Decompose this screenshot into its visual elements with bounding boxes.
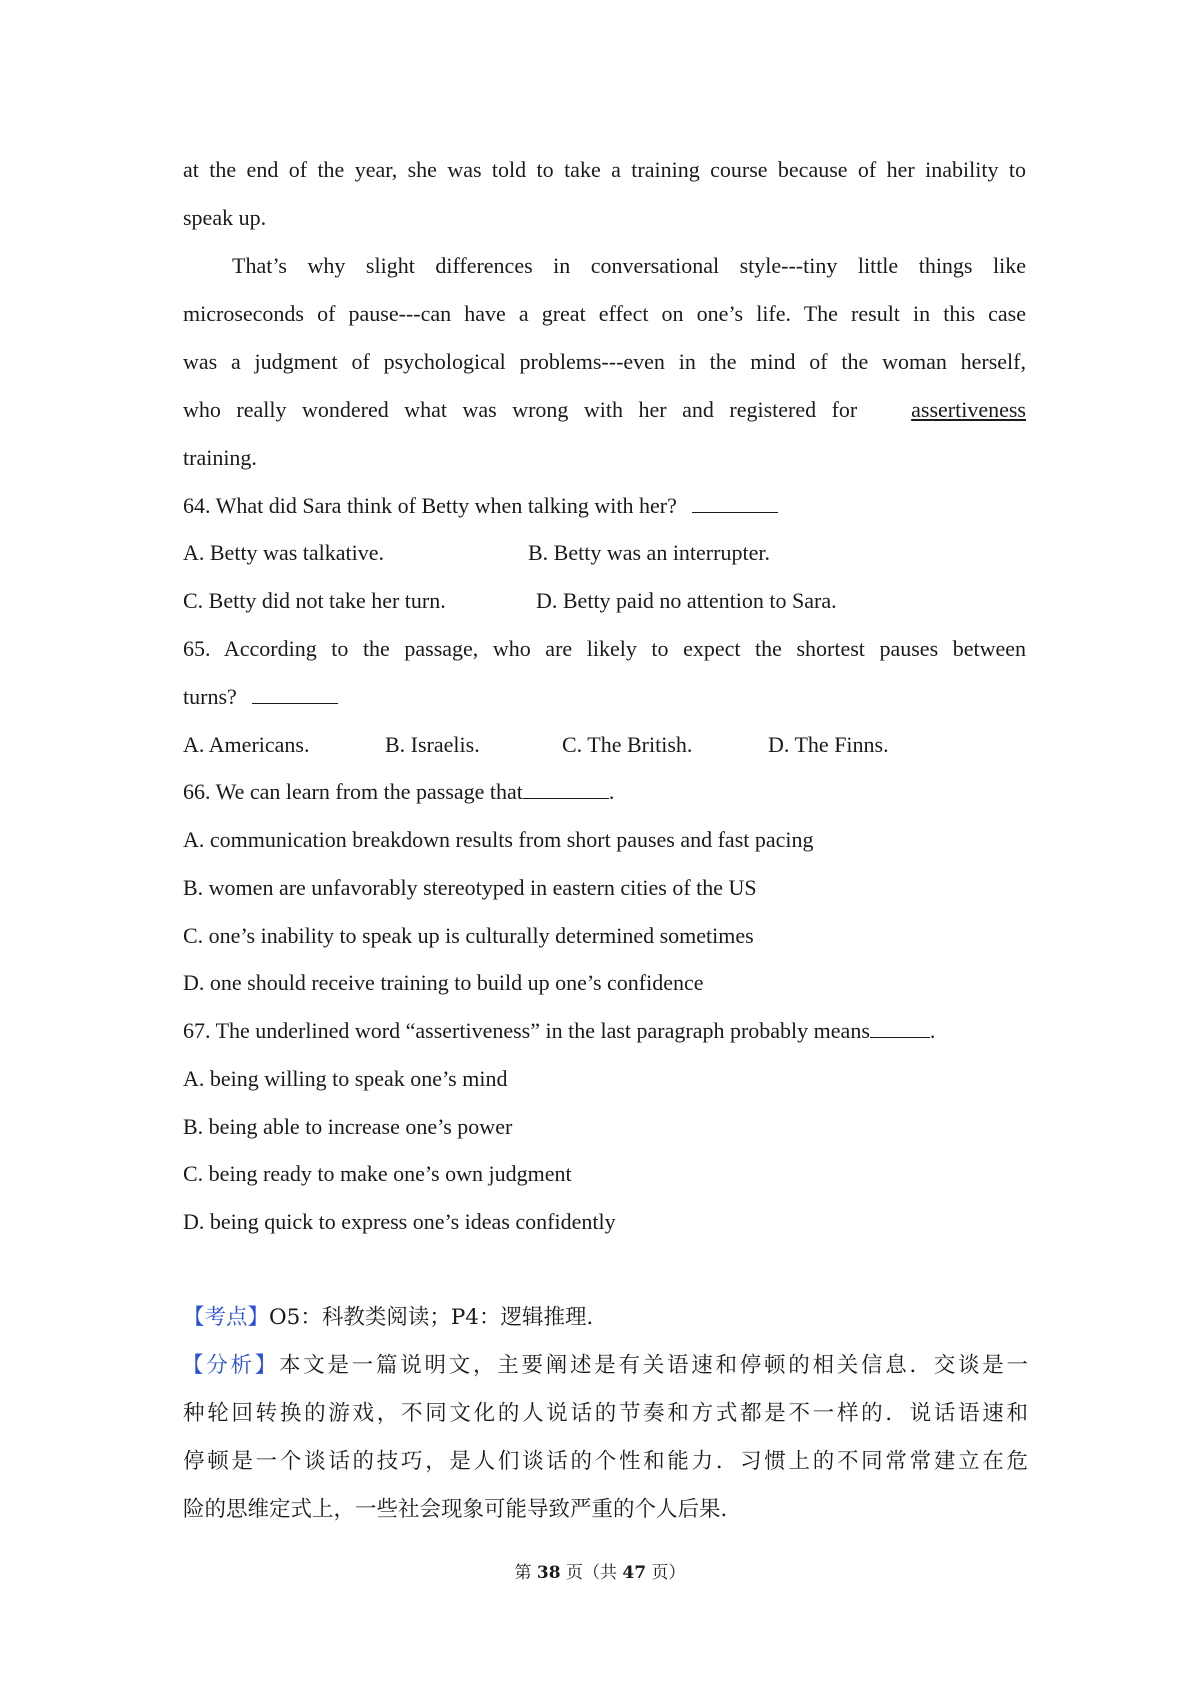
kaodian-section [183, 1303, 1026, 1333]
fenxi-text: 本文是一篇说明文，主要阐述是有关语速和停顿的相关信息．交谈是一 [279, 1353, 1028, 1378]
option-a: A. Americans. [183, 732, 310, 757]
option-c: C. The British. [562, 732, 693, 757]
answer-blank [870, 1017, 930, 1038]
passage-line: speak up. [183, 205, 267, 230]
question-text: turns? [183, 684, 237, 709]
option-c: C. one’s inability to speak up is culturally determined sometimes [183, 923, 754, 948]
kaodian-text: O5：科教类阅读；P4：逻辑推理． [269, 1305, 608, 1330]
option-d: D. Betty paid no attention to Sara. [536, 588, 837, 613]
option-a: A. Betty was talkative. [183, 540, 385, 565]
underlined-word: assertiveness [911, 397, 1026, 422]
option-d: D. The Finns. [768, 732, 889, 757]
fenxi-section [182, 1351, 1028, 1381]
page-footer [0, 1561, 1200, 1585]
question-stem [183, 682, 1026, 712]
passage-line: That’s why slight differences in conversational style---tiny little things like [232, 253, 1026, 278]
option-b: B. women are unfavorably stereotyped in eastern cities of the US [183, 875, 757, 900]
question-text: 64. What did Sara think of Betty when talking with her? [183, 493, 677, 518]
question-stem [183, 491, 1026, 521]
passage-line: microseconds of pause---can have a great effect on one’s life. The result in this case [183, 301, 1026, 326]
footer-prefix: 第 [514, 1563, 532, 1583]
question-text: 67. The underlined word “assertiveness” in the last paragraph probably means [183, 1018, 870, 1043]
option-d: D. being quick to express one’s ideas confidently [183, 1209, 616, 1234]
fenxi-line: 停顿是一个谈话的技巧，是人们谈话的个性和能力．习惯上的不同常常建立在危 [183, 1449, 1028, 1474]
passage-line [183, 395, 1026, 425]
passage-line: training. [183, 445, 257, 470]
option-b: B. Israelis. [385, 732, 480, 757]
passage-line: was a judgment of psychological problems---even in the mind of the woman herself, [183, 349, 1026, 374]
fenxi-line: 种轮回转换的游戏，不同文化的人说话的节奏和方式都是不一样的．说话语速和 [183, 1401, 1028, 1426]
question-punct: . [929, 1018, 936, 1043]
kaodian-tag: 【考点】 [183, 1305, 270, 1330]
question-stem [183, 777, 1026, 807]
footer-middle: 页（共 [566, 1563, 617, 1583]
option-c: C. Betty did not take her turn. [183, 588, 446, 613]
footer-suffix: 页） [651, 1563, 686, 1583]
option-b: B. being able to increase one’s power [183, 1114, 513, 1139]
question-stem [183, 1016, 1026, 1046]
answer-blank [523, 778, 609, 799]
option-b: B. Betty was an interrupter. [528, 540, 770, 565]
total-pages: 47 [622, 1563, 647, 1583]
passage-text: who really wondered what was wrong with her and registered for [183, 397, 858, 422]
question-stem: 65. According to the passage, who are likely to expect the shortest pauses between [183, 636, 1026, 661]
question-punct: . [608, 779, 615, 804]
page-number: 38 [536, 1563, 561, 1583]
option-a: A. being willing to speak one’s mind [183, 1066, 508, 1091]
option-c: C. being ready to make one’s own judgment [183, 1161, 572, 1186]
option-a: A. communication breakdown results from short pauses and fast pacing [183, 827, 814, 852]
fenxi-line: 险的思维定式上，一些社会现象可能导致严重的个人后果． [183, 1497, 743, 1522]
fenxi-tag: 【分析】 [182, 1353, 279, 1378]
passage-line: at the end of the year, she was told to take a training course because of her inability to [183, 157, 1026, 182]
answer-blank [252, 683, 338, 704]
option-d: D. one should receive training to build up one’s confidence [183, 970, 704, 995]
answer-blank [692, 492, 778, 513]
question-text: 66. We can learn from the passage that [183, 779, 523, 804]
